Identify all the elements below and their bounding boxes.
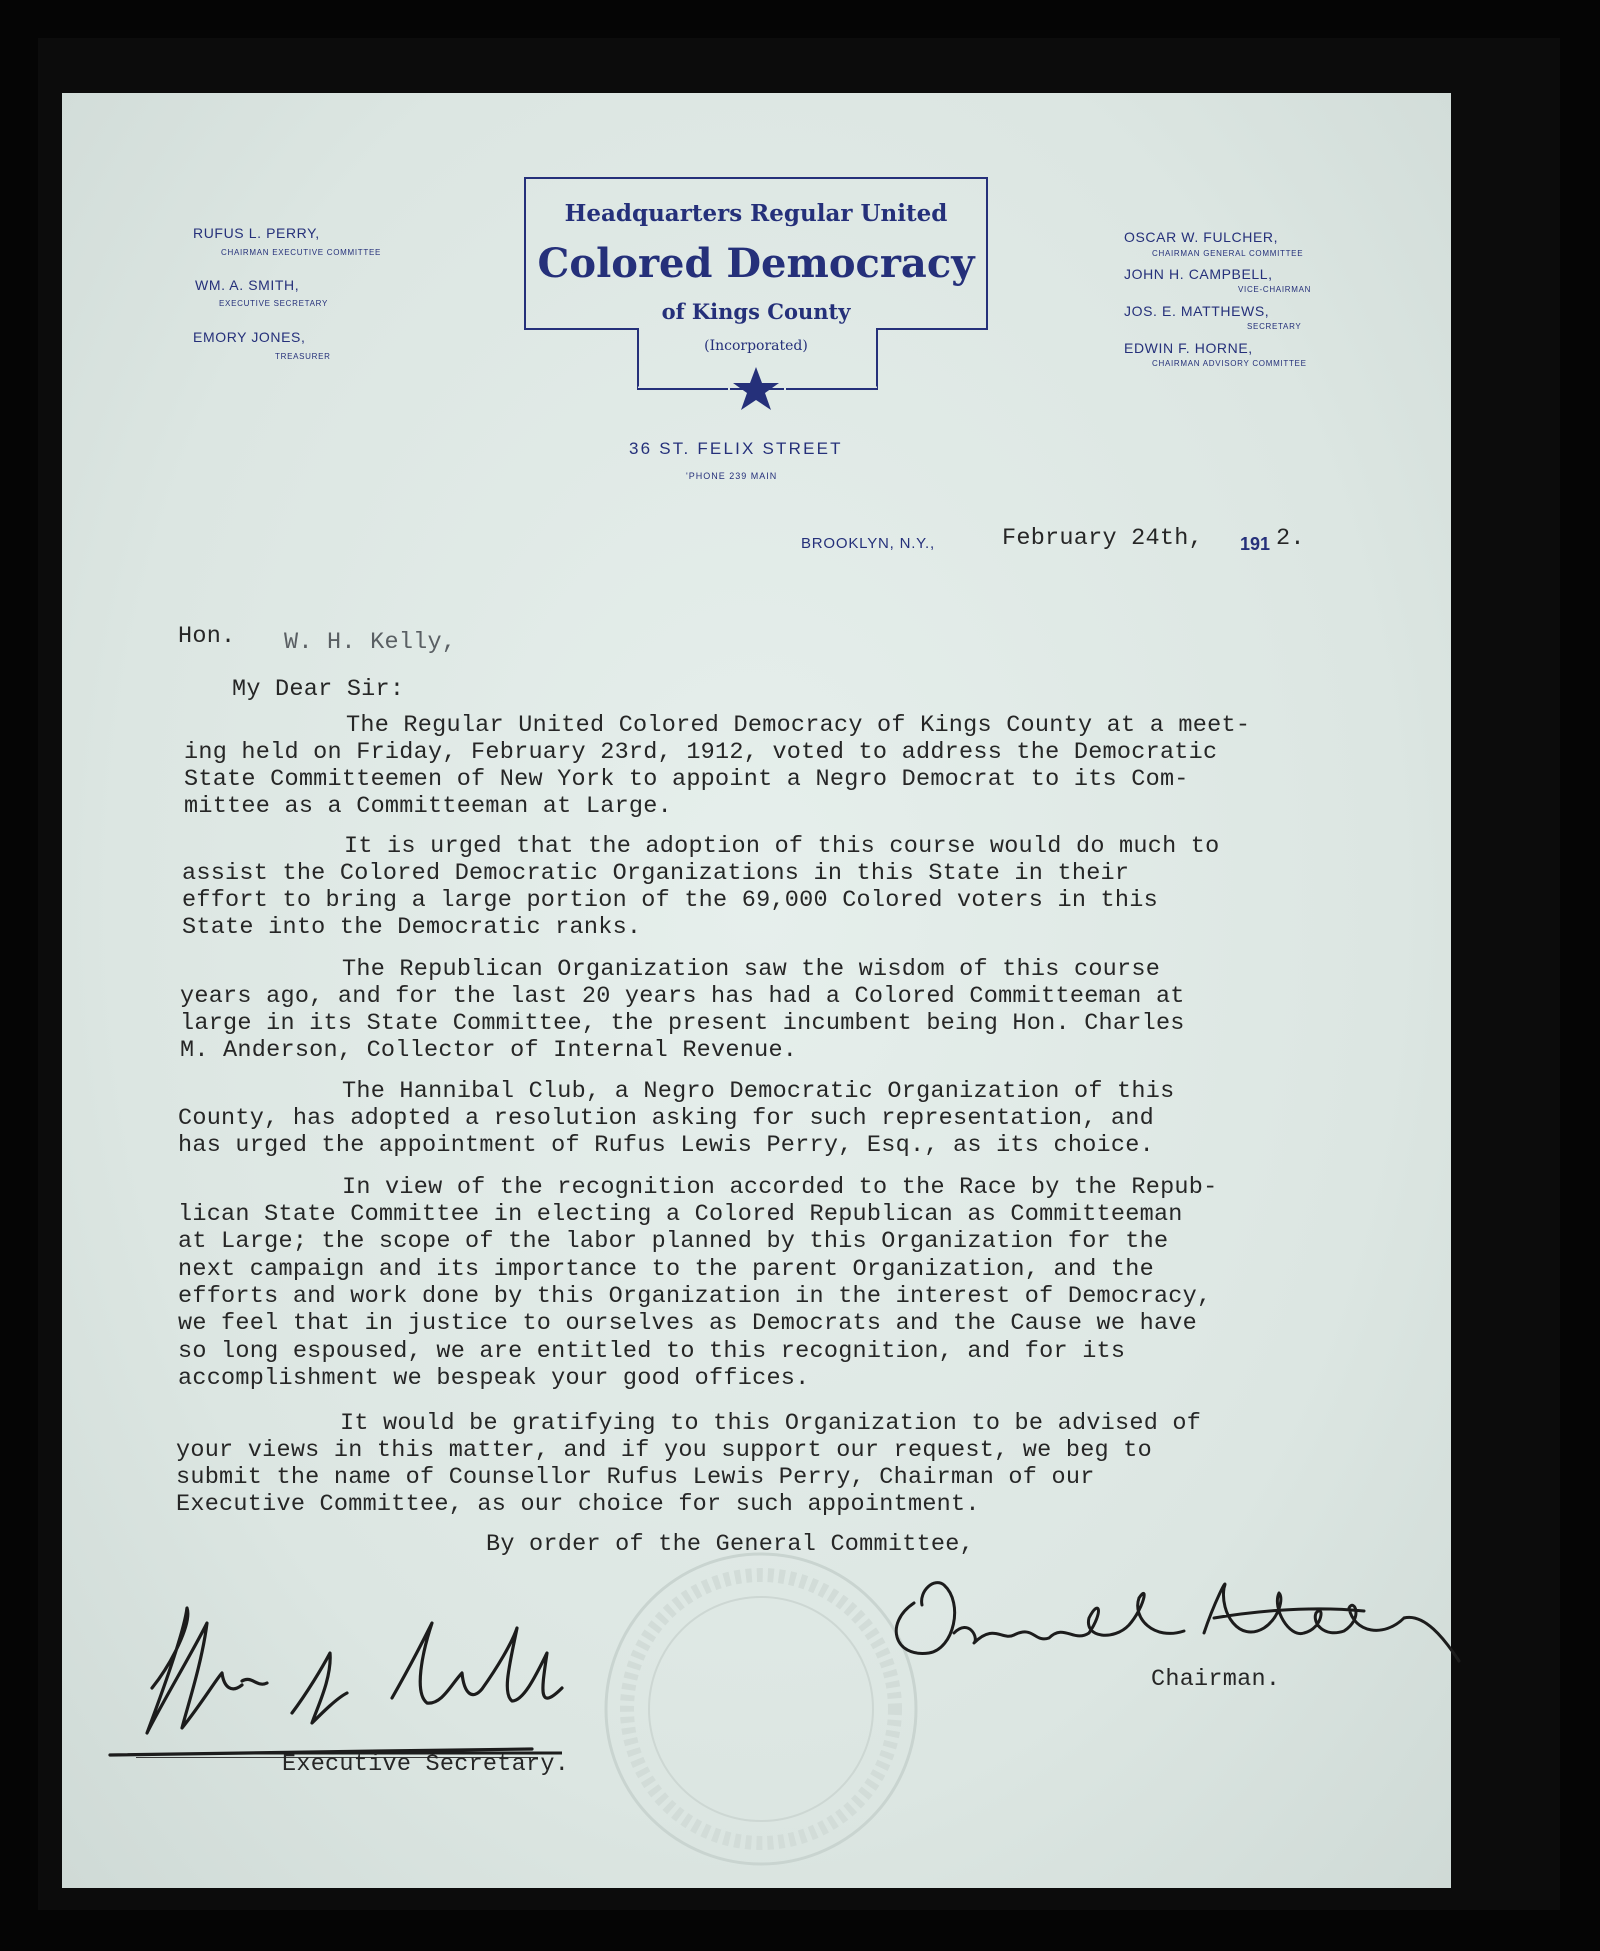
paragraph-line: The Republican Organization saw the wisdom of this course [342, 956, 1161, 983]
officer-left-title: EXECUTIVE SECRETARY [219, 299, 329, 308]
embossed-seal [596, 1544, 926, 1874]
year-typed: 2. [1276, 525, 1305, 552]
letterhead-emblem [62, 93, 1451, 433]
paragraph-line: years ago, and for the last 20 years has had a Colored Committeeman at [180, 983, 1185, 1010]
paragraph-line: mittee as a Committeeman at Large. [184, 793, 672, 820]
secretary-signature [92, 1593, 612, 1763]
salutation: My Dear Sir: [232, 676, 405, 703]
officer-right-name: JOS. E. MATTHEWS, [1124, 303, 1270, 319]
officer-right-name: EDWIN F. HORNE, [1124, 340, 1253, 356]
paragraph-line: your views in this matter, and if you support our request, we beg to [176, 1437, 1152, 1464]
officer-right-title: CHAIRMAN GENERAL COMMITTEE [1152, 249, 1304, 258]
recipient-prefix: Hon. [178, 623, 236, 650]
paragraph-line: It would be gratifying to this Organization to be advised of [340, 1410, 1202, 1437]
recipient-name: W. H. Kelly, [284, 629, 457, 656]
paragraph-line: next campaign and its importance to the parent Organization, and the [178, 1256, 1154, 1283]
paragraph-line: State into the Democratic ranks. [182, 914, 642, 941]
paragraph-line: assist the Colored Democratic Organizations in this State in their [182, 860, 1130, 887]
date-typed: February 24th, [1002, 525, 1203, 552]
officer-right-title: SECRETARY [1247, 322, 1302, 331]
paragraph-line: effort to bring a large portion of the 69,000 Colored voters in this [182, 887, 1158, 914]
paragraph-line: submit the name of Counsellor Rufus Lewis Perry, Chairman of our [176, 1464, 1095, 1491]
emblem-line-4: (Incorporated) [704, 338, 808, 354]
paragraph-line: lican State Committee in electing a Colored Republican as Committeeman [178, 1201, 1183, 1228]
paragraph-line: accomplishment we bespeak your good offices. [178, 1365, 810, 1392]
secretary-title: Executive Secretary. [282, 1751, 570, 1778]
paragraph-line: has urged the appointment of Rufus Lewis Perry, Esq., as its choice. [178, 1132, 1154, 1159]
paragraph-line: so long espoused, we are entitled to this recognition, and for its [178, 1338, 1126, 1365]
emblem-line-1: Headquarters Regular United [564, 200, 948, 227]
paragraph-line: The Regular United Colored Democracy of Kings County at a meet- [346, 712, 1251, 739]
paragraph-line: County, has adopted a resolution asking for such representation, and [178, 1105, 1154, 1132]
officer-left-name: WM. A. SMITH, [195, 277, 300, 293]
officer-right-title: VICE-CHAIRMAN [1238, 285, 1312, 294]
paragraph-line: at Large; the scope of the labor planned by this Organization for the [178, 1228, 1169, 1255]
phone-number: 'PHONE 239 MAIN [686, 471, 778, 481]
officer-left-title: TREASURER [275, 352, 331, 361]
chairman-signature [884, 1563, 1484, 1673]
paragraph-line: It is urged that the adoption of this course would do much to [344, 833, 1220, 860]
paragraph-line: In view of the recognition accorded to the Race by the Repub- [342, 1174, 1218, 1201]
street-address: 36 ST. FELIX STREET [629, 439, 843, 458]
city-line: BROOKLYN, N.Y., [801, 535, 935, 552]
paragraph-line: State Committeemen of New York to appoint a Negro Democrat to its Com- [184, 766, 1189, 793]
paragraph-line: large in its State Committee, the present incumbent being Hon. Charles [180, 1010, 1185, 1037]
paragraph-line: efforts and work done by this Organization in the interest of Democracy, [178, 1283, 1212, 1310]
paragraph-line: we feel that in justice to ourselves as Democrats and the Cause we have [178, 1310, 1198, 1337]
year-printed: 191 [1240, 534, 1271, 554]
officer-right-name: JOHN H. CAMPBELL, [1124, 266, 1273, 282]
paragraph-line: ing held on Friday, February 23rd, 1912, voted to address the Democratic [184, 739, 1218, 766]
paragraph-line: M. Anderson, Collector of Internal Revenue. [180, 1037, 798, 1064]
paragraph-line: Executive Committee, as our choice for such appointment. [176, 1491, 980, 1518]
paragraph-line: The Hannibal Club, a Negro Democratic Organization of this [342, 1078, 1175, 1105]
chairman-title: Chairman. [1151, 1666, 1281, 1693]
officer-left-title: CHAIRMAN EXECUTIVE COMMITTEE [221, 248, 382, 257]
officer-left-name: EMORY JONES, [193, 329, 306, 345]
officer-right-name: OSCAR W. FULCHER, [1124, 229, 1279, 245]
officer-right-title: CHAIRMAN ADVISORY COMMITTEE [1152, 359, 1307, 368]
emblem-line-2: Colored Democracy [537, 240, 975, 287]
emblem-line-3: of Kings County [661, 299, 851, 324]
letter-sheet [62, 93, 1451, 1888]
closing: By order of the General Committee, [486, 1531, 974, 1558]
officer-left-name: RUFUS L. PERRY, [193, 225, 320, 241]
